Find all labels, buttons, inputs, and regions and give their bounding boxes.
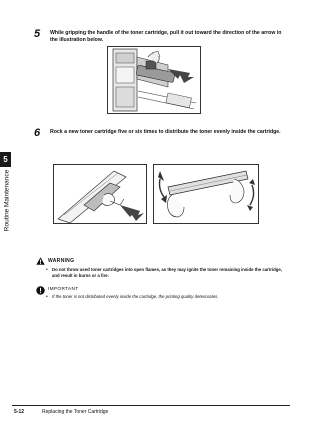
chapter-tab: 5 <box>0 152 11 167</box>
cartridge-box-illustration <box>54 165 147 224</box>
important-icon <box>36 286 45 295</box>
step-instruction: Rock a new toner cartridge five or six times to distribute the toner evenly inside the cartridge. <box>50 129 281 135</box>
footer-divider <box>12 405 290 406</box>
page-number: 5-12 <box>14 409 25 415</box>
rock-cartridge-illustration <box>153 164 259 224</box>
important-title: IMPORTANT <box>48 287 79 292</box>
unpack-cartridge-illustration <box>53 164 147 224</box>
step-instruction: While gripping the handle of the toner cartridge, pull it out toward the direction of the arrow in the illustration below. <box>50 30 282 43</box>
warning-heading <box>36 257 236 266</box>
step-number: 6 <box>34 127 41 139</box>
warning-triangle-icon <box>36 257 45 265</box>
bullet-icon: • <box>46 294 48 300</box>
important-text: If the toner is not distributed evenly inside the cartridge, the printing quality deteriorates. <box>52 294 219 299</box>
printer-illustration <box>108 47 201 114</box>
step-number: 5 <box>34 28 41 40</box>
warning-title: WARNING <box>48 258 75 264</box>
chapter-title: Routine Maintenance <box>3 169 11 232</box>
pull-cartridge-illustration <box>107 46 201 114</box>
rocking-illustration <box>154 165 259 224</box>
bullet-icon: • <box>46 267 48 273</box>
footer-section-title: Replacing the Toner Cartridge <box>42 409 109 415</box>
warning-text: Do not throw used toner cartridges into open flames, as they may ignite the toner remaining inside the cartridge, and result in burns or a fire. <box>52 267 282 278</box>
